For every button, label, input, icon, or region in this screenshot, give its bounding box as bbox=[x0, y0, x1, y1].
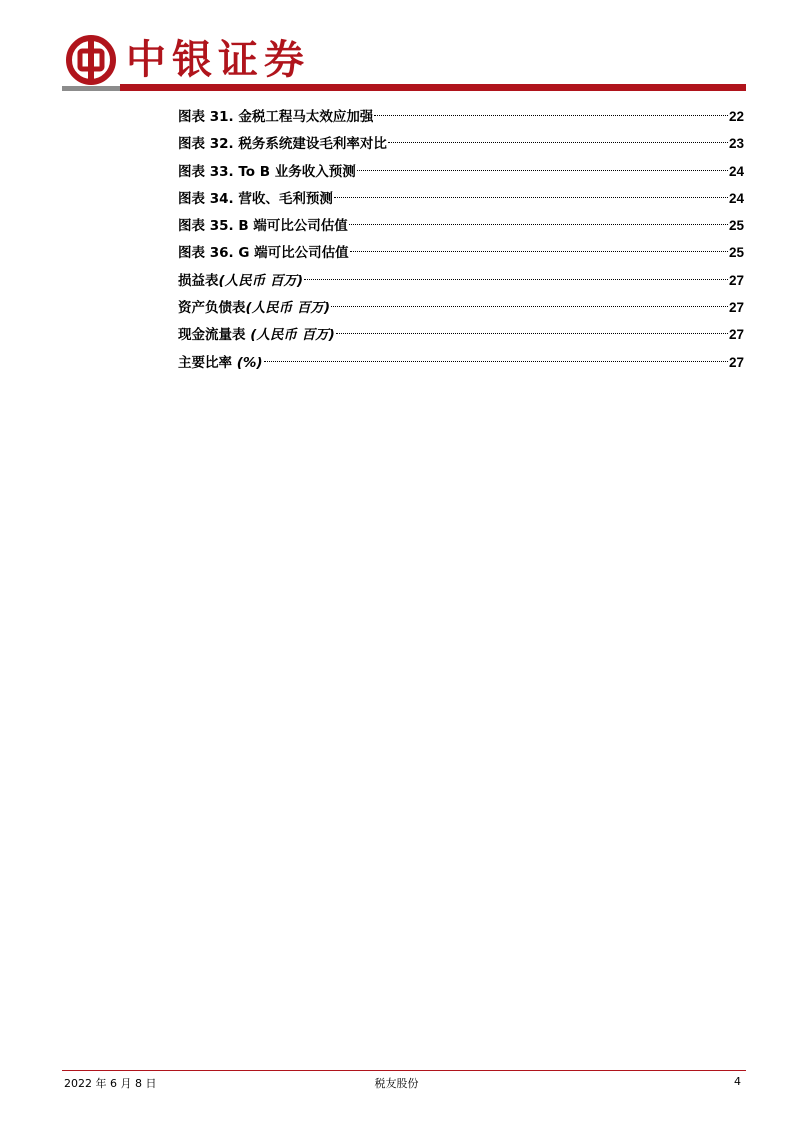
dot-leader bbox=[350, 233, 728, 252]
toc-entry-label: 图表 34. 营收、毛利预测 bbox=[178, 190, 333, 207]
dot-leader bbox=[349, 206, 728, 225]
dot-leader bbox=[374, 97, 728, 116]
toc-entry-label: 现金流量表 (人民币 百万) bbox=[178, 327, 335, 344]
footer-date: 2022 年 6 月 8 日 bbox=[64, 1077, 157, 1090]
page-number: 4 bbox=[734, 1075, 741, 1088]
toc-entry-label: 主要比率 (%) bbox=[178, 354, 263, 371]
toc-entry-page: 25 bbox=[728, 245, 744, 261]
brand-name: 中银证券 bbox=[126, 36, 310, 83]
footer-company: 税友股份 bbox=[374, 1077, 419, 1090]
dot-leader bbox=[357, 152, 728, 171]
toc-entry-page: 27 bbox=[728, 272, 744, 288]
toc-entry-page: 24 bbox=[728, 190, 744, 206]
header-divider bbox=[62, 84, 746, 91]
toc-entry[interactable] bbox=[178, 348, 744, 375]
toc-entry-page: 24 bbox=[728, 163, 744, 179]
toc-entry-page: 27 bbox=[728, 300, 744, 316]
toc-entry-page: 23 bbox=[728, 136, 744, 152]
dot-leader bbox=[264, 343, 728, 362]
toc-entry-page: 22 bbox=[728, 109, 744, 124]
table-of-figures bbox=[178, 102, 744, 375]
toc-entry-page: 27 bbox=[728, 354, 744, 370]
toc-entry-label: 资产负债表(人民币 百万) bbox=[178, 300, 331, 317]
toc-entry-label: 图表 36. G 端可比公司估值 bbox=[178, 245, 349, 262]
toc-entry-label: 图表 33. To B 业务收入预测 bbox=[178, 163, 356, 180]
brand-logo bbox=[66, 34, 310, 86]
dot-leader bbox=[304, 261, 728, 280]
toc-entry-page: 27 bbox=[728, 327, 744, 343]
dot-leader bbox=[388, 124, 728, 143]
toc-entry-page: 25 bbox=[728, 218, 744, 234]
toc-entry-label: 损益表(人民币 百万) bbox=[178, 272, 304, 289]
dot-leader bbox=[334, 179, 728, 198]
toc-entry-label: 图表 31. 金税工程马太效应加强 bbox=[178, 109, 374, 125]
dot-leader bbox=[331, 288, 728, 307]
toc-entry-label: 图表 32. 税务系统建设毛利率对比 bbox=[178, 136, 387, 153]
bank-of-china-logo-icon bbox=[66, 35, 116, 85]
footer-divider bbox=[62, 1070, 746, 1071]
dot-leader bbox=[336, 315, 728, 334]
toc-entry-label: 图表 35. B 端可比公司估值 bbox=[178, 218, 348, 235]
